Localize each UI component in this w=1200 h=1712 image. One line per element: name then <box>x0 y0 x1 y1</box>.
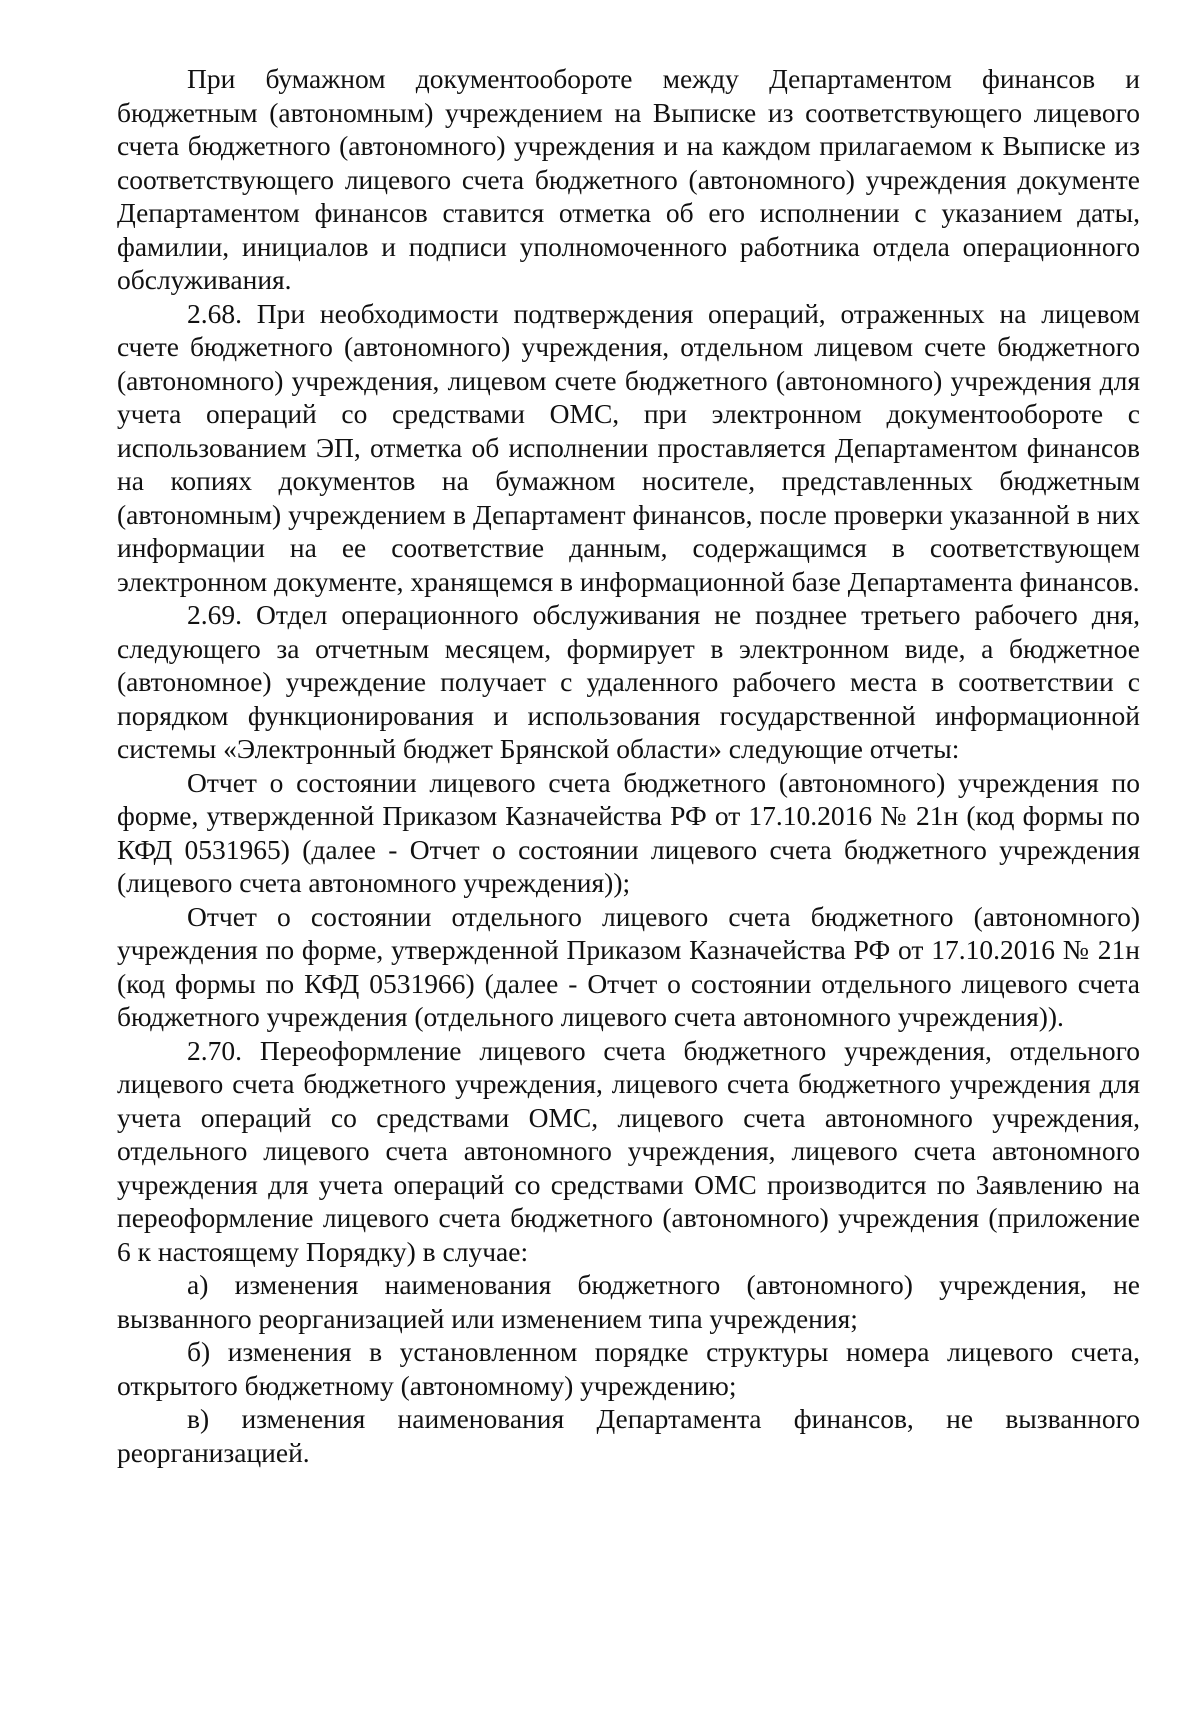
list-item-b: б) изменения в установленном порядке структуры номера лицевого счета, открытого бюджетному (автономному) учреждению; <box>117 1336 1140 1401</box>
paragraph-2-70: 2.70. Переоформление лицевого счета бюджетного учреждения, отдельного лицевого счета бюджетного учреждения, лицевого счета бюджетного учреждения для учета операций со средствами ОМС, лицевого счета автономного учреждения, отдельного лицевого счета автономного учреждения, лицевого счета автономного учреждения для учета операций со средствами ОМС производится по Заявлению на переоформление лицевого счета бюджетного (автономного) учреждения (приложение 6 к настоящему Порядку) в случае: <box>117 1034 1140 1267</box>
paragraph-paper-workflow-mark: При бумажном документообороте между Департаментом финансов и бюджетным (автономным) учреждением на Выписке из соответствующего лицевого счета бюджетного (автономного) учреждения и на каждом прилагаемом к Выписке из соответствующего лицевого счета бюджетного (автономного) учреждения документе Департаментом финансов ставится отметка об его исполнении с указанием даты, фамилии, инициалов и подписи уполномоченного работника отдела операционного обслуживания. <box>117 63 1140 295</box>
list-item-c: в) изменения наименования Департамента финансов, не вызванного реорганизацией. <box>117 1403 1140 1468</box>
paragraph-report-account-state: Отчет о состоянии лицевого счета бюджетного (автономного) учреждения по форме, утвержденной Приказом Казначейства РФ от 17.10.2016 № 21н (код формы по КФД 0531965) (далее - Отчет о состоянии лицевого счета бюджетного учреждения (лицевого счета автономного учреждения)); <box>117 766 1140 898</box>
paragraph-2-68: 2.68. При необходимости подтверждения операций, отраженных на лицевом счете бюджетного (автономного) учреждения, отдельном лицевом счете бюджетного (автономного) учреждения, лицевом счете бюджетного (автономного) учреждения для учета операций со средствами ОМС, при электронном документообороте с использованием ЭП, отметка об исполнении проставляется Департаментом финансов на копиях документов на бумажном носителе, представленных бюджетным (автономным) учреждением в Департамент финансов, после проверки указанной в них информации на ее соответствие данным, содержащимся в соответствующем электронном документе, хранящемся в информационной базе Департамента финансов. <box>117 297 1140 597</box>
paragraph-report-separate-account: Отчет о состоянии отдельного лицевого счета бюджетного (автономного) учреждения по форме, утвержденной Приказом Казначейства РФ от 17.10.2016 № 21н (код формы по КФД 0531966) (далее - Отчет о состоянии отдельного лицевого счета бюджетного учреждения (отдельного лицевого счета автономного учреждения)). <box>117 900 1140 1032</box>
list-item-a: а) изменения наименования бюджетного (автономного) учреждения, не вызванного реорганизацией или изменением типа учреждения; <box>117 1269 1140 1334</box>
paragraph-2-69: 2.69. Отдел операционного обслуживания не позднее третьего рабочего дня, следующего за отчетным месяцем, формирует в электронном виде, а бюджетное (автономное) учреждение получает с удаленного рабочего места в соответствии с порядком функционирования и использования государственной информационной системы «Электронный бюджет Брянской области» следующие отчеты: <box>117 599 1140 764</box>
document-body <box>117 62 1140 1469</box>
